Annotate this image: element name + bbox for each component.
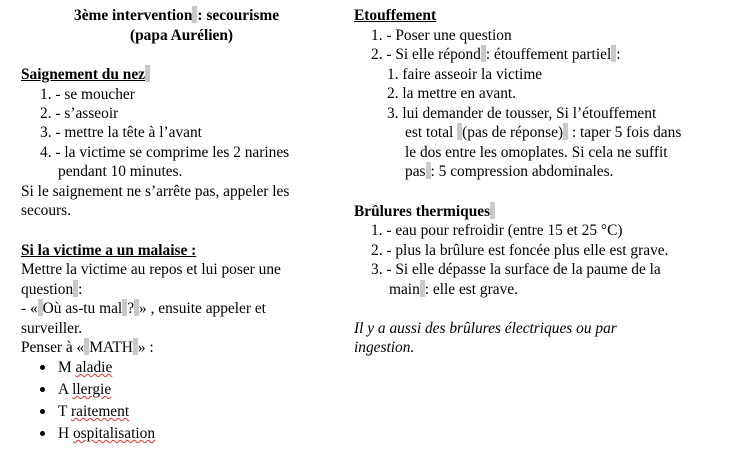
malaise-text-2: question :: [21, 281, 83, 298]
choking-sub-1: 1. faire asseoir la victime: [387, 66, 543, 83]
nose-item-2: 2. - s’asseoir: [40, 105, 119, 122]
choking-sub-3-cont-3: pas : 5 compression abdominales.: [405, 163, 614, 180]
malaise-text-5: Penser à « MATH » :: [21, 339, 154, 356]
malaise-heading: Si la victime a un malaise :: [21, 242, 197, 259]
choking-sub-3-cont-1: est total (pas de réponse) : taper 5 fois dans: [405, 124, 682, 141]
nose-note-2: secours.: [21, 202, 72, 219]
choking-heading: Etouffement: [354, 7, 437, 24]
nose-item-3: 3. - mettre la tête à l’avant: [40, 124, 202, 141]
burns-item-1: 1. - eau pour refroidir (entre 15 et 25 °C): [371, 222, 623, 239]
title-line-1: 3ème intervention : secourisme: [74, 7, 280, 24]
closing-note-2: ingestion.: [354, 339, 415, 356]
math-item-a: A llergie: [58, 381, 112, 398]
nose-item-4-cont: pendant 10 minutes.: [58, 163, 183, 180]
malaise-text-4: surveiller.: [21, 320, 83, 337]
choking-sub-3: 3. lui demander de tousser, Si l’étouffement: [387, 105, 657, 122]
choking-sub-2: 2. la mettre en avant.: [387, 85, 517, 102]
nose-item-4: 4. - la victime se comprime les 2 narines: [40, 144, 290, 161]
choking-item-1: 1. - Poser une question: [371, 27, 512, 44]
burns-item-2: 2. - plus la brûlure est foncée plus elle est grave.: [371, 242, 669, 259]
malaise-text-3: - « Où as-tu mal ? » , ensuite appeler et: [21, 300, 266, 317]
nose-item-1: 1. - se moucher: [40, 86, 135, 103]
malaise-text-1: Mettre la victime au repos et lui poser une: [21, 261, 281, 278]
choking-item-2: 2. - Si elle répond : étouffement partiel :: [371, 46, 621, 63]
math-item-t: T raitement: [58, 403, 130, 420]
math-item-h: H ospitalisation: [58, 425, 156, 442]
nose-heading: Saignement du nez: [21, 65, 150, 85]
choking-sub-3-cont-2: le dos entre les omoplates. Si cela ne suffit: [405, 144, 668, 161]
burns-item-3-cont: main : elle est grave.: [389, 281, 518, 298]
bullet-icon: [40, 365, 45, 370]
bullet-icon: [40, 387, 45, 392]
bullet-icon: [40, 431, 45, 436]
bullet-icon: [40, 409, 45, 414]
title-line-2: (papa Aurélien): [130, 27, 234, 44]
burns-item-3: 3. - Si elle dépasse la surface de la paume de la: [371, 261, 661, 278]
math-item-m: M aladie: [58, 359, 113, 376]
closing-note-1: Il y a aussi des brûlures électriques ou par: [354, 320, 617, 337]
nose-note-1: Si le saignement ne s’arrête pas, appeler les: [21, 183, 290, 200]
burns-heading: Brûlures thermiques: [354, 202, 495, 222]
